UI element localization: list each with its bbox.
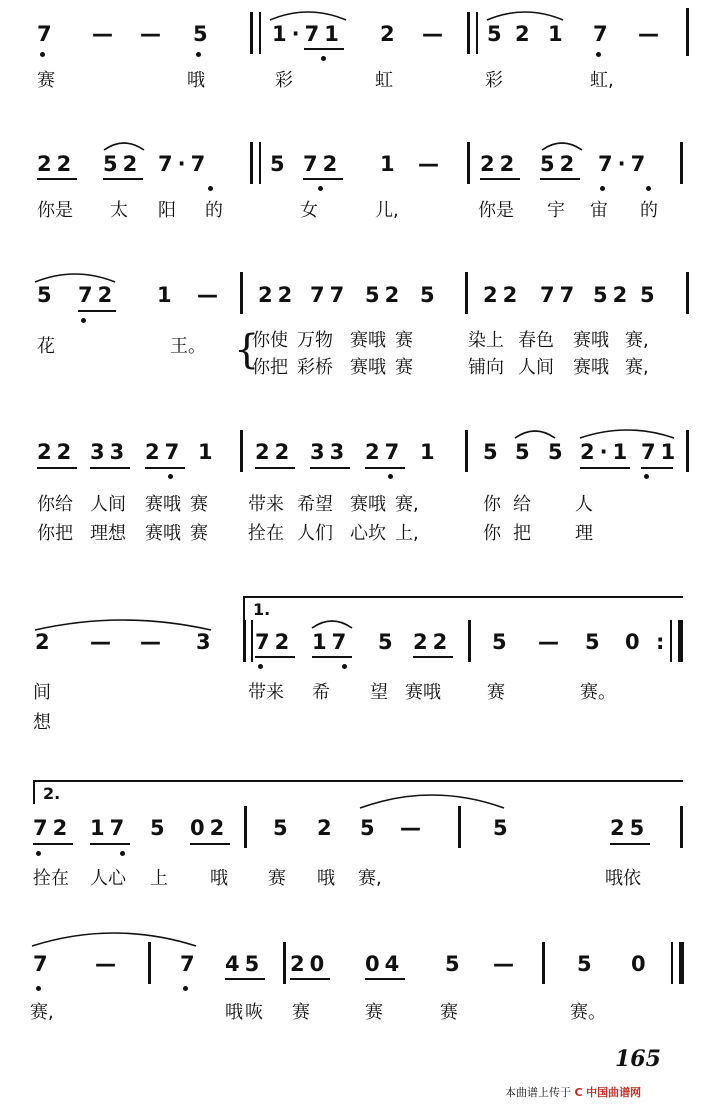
octave-dot — [81, 318, 86, 323]
underline — [413, 656, 453, 658]
volta-label: 2. — [43, 784, 61, 803]
octave-dot — [208, 186, 213, 191]
note: 33 — [90, 440, 130, 464]
dash: — — [140, 22, 161, 46]
lyric: 赛, — [30, 1002, 54, 1023]
lyric: 春色 — [518, 330, 554, 351]
barline — [458, 806, 461, 848]
note: 52 — [103, 152, 143, 176]
octave-dot — [40, 52, 45, 57]
barline — [680, 806, 683, 848]
lyric: 人心 — [90, 868, 126, 889]
barline — [259, 142, 261, 184]
lyric: 赛 — [395, 330, 413, 351]
dash: — — [538, 630, 559, 654]
note: 20 — [290, 952, 330, 976]
slur — [30, 928, 198, 948]
lyric: 彩桥 — [297, 357, 333, 378]
underline — [610, 843, 650, 845]
underline — [190, 843, 230, 845]
lyric: 你是 — [37, 200, 73, 221]
underline — [641, 467, 673, 469]
note: 5 — [273, 816, 288, 840]
dash: — — [90, 630, 111, 654]
slur — [485, 8, 565, 22]
lyric: 宇 — [547, 200, 565, 221]
note: 17 — [312, 630, 352, 654]
lyric: 彩 — [275, 70, 293, 91]
page-number: 165 — [615, 1046, 661, 1072]
note: 22 — [258, 283, 298, 307]
note: 7 — [180, 952, 195, 976]
note: 52 — [365, 283, 405, 307]
note: 5 — [37, 283, 52, 307]
lyric: 王。 — [170, 336, 206, 357]
lyric: 赛 — [190, 494, 208, 515]
underline — [90, 467, 130, 469]
note: 45 — [225, 952, 265, 976]
slur — [540, 140, 584, 152]
note: 5 — [640, 283, 655, 307]
barline — [679, 942, 684, 984]
note: 2 — [35, 630, 50, 654]
barline — [686, 8, 689, 56]
note: 5 — [420, 283, 435, 307]
lyric: 人 — [575, 494, 593, 515]
lyric: 带来 — [248, 494, 284, 515]
note: 22 — [37, 440, 77, 464]
note: 7·7 — [598, 152, 651, 176]
dash: — — [197, 283, 218, 307]
barline — [467, 142, 470, 184]
lyric: 赛哦 — [405, 682, 441, 703]
lyric: 你 — [483, 494, 501, 515]
note: 22 — [480, 152, 520, 176]
note: 2·1 — [580, 440, 633, 464]
octave-dot — [183, 986, 188, 991]
lyric: 花 — [37, 336, 55, 357]
lyric: 赛 — [190, 523, 208, 544]
barline — [670, 620, 672, 662]
slur — [102, 140, 146, 152]
lyric: 人们 — [297, 523, 333, 544]
lyric: 你给 — [37, 494, 73, 515]
lyric: 赛 — [487, 682, 505, 703]
underline — [312, 656, 352, 658]
note: 52 — [540, 152, 580, 176]
lyric: 你使 — [252, 330, 288, 351]
barline — [678, 620, 683, 662]
octave-dot — [644, 474, 649, 479]
note: 2 — [380, 22, 395, 46]
note: 5 — [483, 440, 498, 464]
octave-dot — [318, 186, 323, 191]
lyric: 理想 — [90, 523, 126, 544]
slur — [578, 426, 676, 440]
lyric: 你 — [483, 523, 501, 544]
barline — [240, 272, 243, 314]
verse-brace: { — [234, 327, 260, 373]
note: 02 — [190, 816, 230, 840]
note: 04 — [365, 952, 405, 976]
slur — [268, 8, 348, 22]
barline — [686, 430, 689, 472]
underline — [78, 310, 116, 312]
lyric: 赛, — [625, 357, 649, 378]
dash: — — [140, 630, 161, 654]
note: 1 — [198, 440, 213, 464]
barline — [465, 430, 468, 472]
underline — [145, 467, 185, 469]
note: 0 — [631, 952, 646, 976]
octave-dot — [258, 664, 263, 669]
octave-dot — [342, 664, 347, 669]
note: 77 — [540, 283, 580, 307]
underline — [480, 178, 520, 180]
lyric: 赛 — [37, 70, 55, 91]
lyric: 给 — [513, 494, 531, 515]
note: 5 — [585, 630, 600, 654]
note: 5 — [445, 952, 460, 976]
note: 2 — [515, 22, 530, 46]
note: 25 — [610, 816, 650, 840]
lyric: 赛, — [625, 330, 649, 351]
lyric: 赛哦 — [573, 357, 609, 378]
volta-label: 1. — [253, 600, 271, 619]
barline — [671, 942, 673, 984]
underline — [304, 48, 344, 50]
octave-dot — [600, 186, 605, 191]
barline — [283, 942, 286, 984]
note: 52 — [593, 283, 633, 307]
octave-dot — [196, 52, 201, 57]
lyric: 你是 — [478, 200, 514, 221]
lyric: 铺向 — [468, 357, 504, 378]
lyric: 赛 — [292, 1002, 310, 1023]
barline — [465, 272, 468, 314]
note: 27 — [145, 440, 185, 464]
barline — [686, 272, 689, 314]
note: 5 — [515, 440, 530, 464]
note: 72 — [303, 152, 343, 176]
note: 5 — [493, 816, 508, 840]
note: 33 — [310, 440, 350, 464]
note: 5 — [492, 630, 507, 654]
lyric: 赛哦 — [145, 523, 181, 544]
lyric: 上, — [395, 523, 419, 544]
note: 7 — [593, 22, 608, 46]
note: 22 — [255, 440, 295, 464]
lyric: 赛哦 — [573, 330, 609, 351]
site-logo-icon: C — [574, 1086, 583, 1099]
note: 7 — [33, 952, 48, 976]
barline — [467, 12, 470, 54]
note: 0 — [625, 630, 640, 654]
lyric: 赛。 — [570, 1002, 606, 1023]
lyric: 赛 — [395, 357, 413, 378]
slur — [33, 616, 213, 632]
barline — [680, 142, 683, 184]
lyric: 赛哦 — [145, 494, 181, 515]
lyric: 虹, — [590, 70, 614, 91]
barline — [259, 12, 261, 54]
slur — [310, 618, 354, 630]
octave-dot — [168, 474, 173, 479]
octave-dot — [596, 52, 601, 57]
dash: — — [422, 22, 443, 46]
note: 22 — [37, 152, 77, 176]
slur — [513, 428, 557, 440]
note: 72 — [33, 816, 73, 840]
underline — [90, 843, 130, 845]
lyric: 赛哦 — [350, 494, 386, 515]
lyric: 虹 — [375, 70, 393, 91]
note: 72 — [255, 630, 295, 654]
lyric: 拴在 — [33, 868, 69, 889]
lyric: 心坎 — [350, 523, 386, 544]
note: 1 — [380, 152, 395, 176]
repeat-dots: : — [656, 630, 665, 654]
barline — [250, 142, 253, 184]
lyric: 哦 — [210, 868, 228, 889]
underline — [103, 178, 143, 180]
barline — [148, 942, 151, 984]
lyric: 你把 — [252, 357, 288, 378]
lyric: 拴在 — [248, 523, 284, 544]
lyric: 的 — [205, 200, 223, 221]
octave-dot — [36, 986, 41, 991]
octave-dot — [646, 186, 651, 191]
lyric: 染上 — [468, 330, 504, 351]
underline — [37, 467, 77, 469]
lyric: 哦 — [225, 1002, 243, 1023]
underline — [580, 467, 630, 469]
underline — [255, 656, 295, 658]
lyric: 宙 — [590, 200, 608, 221]
barline — [243, 620, 246, 662]
note: 1 — [548, 22, 563, 46]
barline — [250, 12, 253, 54]
lyric: 赛 — [268, 868, 286, 889]
note: 22 — [413, 630, 453, 654]
note: 5 — [360, 816, 375, 840]
note: 5 — [548, 440, 563, 464]
lyric: 哦 — [317, 868, 335, 889]
note: 5 — [150, 816, 165, 840]
underline — [365, 978, 405, 980]
note: 27 — [365, 440, 405, 464]
lyric: 赛 — [365, 1002, 383, 1023]
note: 3 — [196, 630, 211, 654]
lyric: 赛, — [395, 494, 419, 515]
lyric: 想 — [33, 712, 51, 733]
octave-dot — [321, 56, 326, 61]
lyric: 理 — [575, 523, 593, 544]
barline — [240, 430, 243, 472]
barline — [251, 620, 253, 662]
note: 1 — [420, 440, 435, 464]
underline — [255, 467, 295, 469]
lyric: 人间 — [90, 494, 126, 515]
note: 1 — [157, 283, 172, 307]
slur — [358, 790, 506, 810]
note: 5 — [577, 952, 592, 976]
lyric: 希 — [312, 682, 330, 703]
dash: — — [418, 152, 439, 176]
lyric: 的 — [640, 200, 658, 221]
note: 71 — [641, 440, 681, 464]
barline — [468, 620, 471, 662]
underline — [310, 467, 350, 469]
lyric: 望 — [370, 682, 388, 703]
second-ending-bracket — [33, 780, 683, 803]
dash: — — [638, 22, 659, 46]
note: 7 — [37, 22, 52, 46]
octave-dot — [120, 851, 125, 856]
lyric: 阳 — [158, 200, 176, 221]
barline — [542, 942, 545, 984]
lyric: 把 — [513, 523, 531, 544]
lyric: 赛 — [440, 1002, 458, 1023]
lyric: 赛哦 — [350, 330, 386, 351]
lyric: 万物 — [297, 330, 333, 351]
lyric: 赛。 — [580, 682, 616, 703]
dash: — — [493, 952, 514, 976]
lyric: 女 — [300, 200, 318, 221]
lyric: 哦依 — [605, 868, 641, 889]
underline — [37, 178, 77, 180]
first-ending-bracket — [243, 596, 683, 619]
underline — [540, 178, 580, 180]
lyric: 带来 — [248, 682, 284, 703]
lyric: 赛, — [358, 868, 382, 889]
lyric: 咴 — [245, 1002, 263, 1023]
lyric: 上 — [150, 868, 168, 889]
dash: — — [92, 22, 113, 46]
underline — [33, 843, 73, 845]
source-footer — [505, 1084, 641, 1100]
note: 5 — [193, 22, 208, 46]
lyric: 彩 — [485, 70, 503, 91]
lyric: 哦 — [187, 70, 205, 91]
note: 5 — [378, 630, 393, 654]
lyric: 赛哦 — [350, 357, 386, 378]
note: 72 — [78, 283, 118, 307]
underline — [365, 467, 405, 469]
underline — [225, 978, 265, 980]
dash: — — [400, 816, 421, 840]
site-name[interactable]: 中国曲谱网 — [586, 1086, 642, 1099]
note: 2 — [317, 816, 332, 840]
note: 17 — [90, 816, 130, 840]
upload-text: 本曲谱上传于 — [505, 1086, 571, 1099]
octave-dot — [388, 474, 393, 479]
lyric: 人间 — [518, 357, 554, 378]
lyric: 太 — [110, 200, 128, 221]
note: 22 — [483, 283, 523, 307]
barline — [244, 806, 247, 848]
barline — [476, 12, 478, 54]
lyric: 间 — [33, 682, 51, 703]
note: 5 — [487, 22, 502, 46]
octave-dot — [36, 851, 41, 856]
note: 77 — [310, 283, 350, 307]
dash: — — [95, 952, 116, 976]
lyric: 儿, — [375, 200, 399, 221]
slur — [33, 270, 117, 284]
note: 1·71 — [272, 22, 344, 46]
underline — [303, 178, 343, 180]
note: 5 — [270, 152, 285, 176]
underline — [290, 978, 330, 980]
lyric: 希望 — [297, 494, 333, 515]
note: 7·7 — [158, 152, 211, 176]
lyric: 你把 — [37, 523, 73, 544]
